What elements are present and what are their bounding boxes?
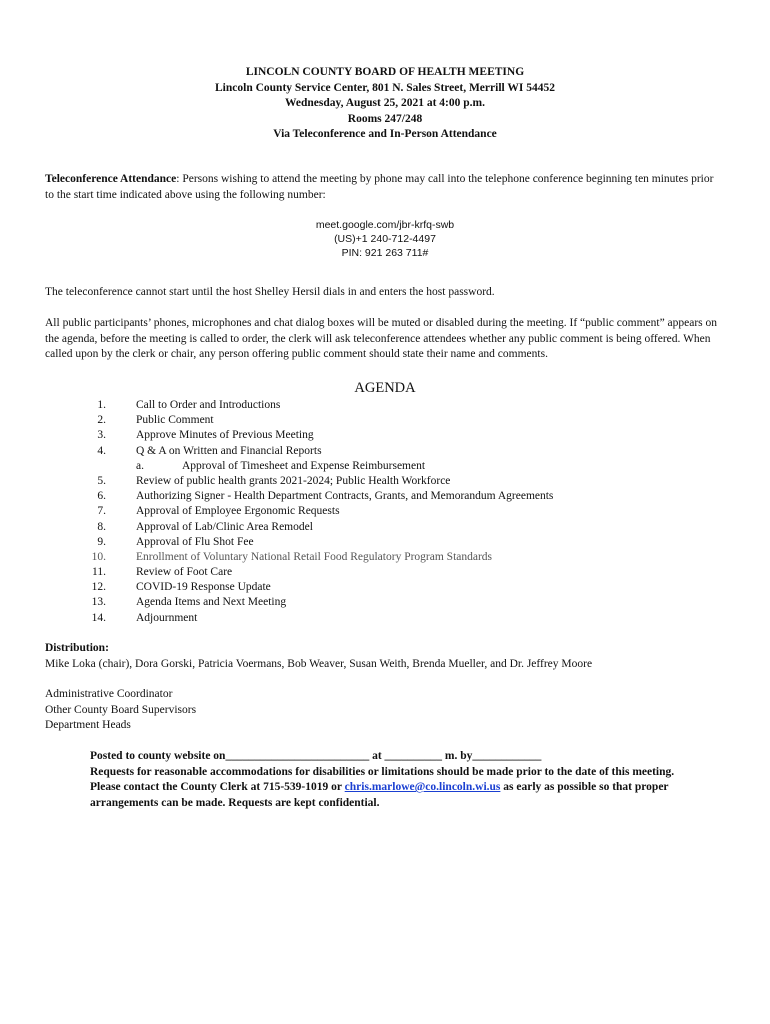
agenda-item-text: Authorizing Signer - Health Department Contracts, Grants, and Memorandum Agreements — [136, 490, 554, 503]
distribution-others — [45, 687, 725, 734]
agenda-item-text: Review of public health grants 2021-2024; Public Health Workforce — [136, 474, 451, 487]
distribution-section — [45, 641, 725, 672]
agenda-item — [0, 398, 770, 413]
teleconference-text: : Persons wishing to attend the meeting by phone may call into the telephone conference beginning ten minutes prior to the start time indicated above using the following number: — [45, 173, 714, 201]
agenda-item-number: 2. — [97, 414, 106, 427]
agenda-item-number: 4. — [97, 444, 106, 457]
agenda-item-text: Enrollment of Voluntary National Retail Food Regulatory Program Standards — [136, 550, 493, 563]
agenda-item-number: 5. — [97, 474, 106, 487]
request-text-b: as early as possible so that proper arrangements can be made. Requests are kept confidential. — [90, 781, 669, 809]
agenda-item-text: Call to Order and Introductions — [136, 399, 281, 411]
public-comment-note: All public participants’ phones, microphones and chat dialog boxes will be muted or disabled during the meeting. If “public comment” appears on the agenda, before the meeting is called to order, the clerk will ask teleconference attendees whether any public comment is being offered. When called upon by the clerk or chair, any person offering public comment should state their name and comments. — [45, 317, 718, 360]
agenda-item — [0, 580, 770, 595]
distribution-other-item: Administrative Coordinator — [45, 688, 173, 700]
meeting-header — [0, 65, 770, 143]
clerk-email-link[interactable]: chris.marlowe@co.lincoln.wi.us — [344, 781, 501, 793]
request-text-a: Requests for reasonable accommodations for disabilities or limitations should be made prior to the date of this meeting. Please contact the County Clerk at 715-539-1019 or — [90, 765, 675, 793]
agenda-item-text: Adjournment — [136, 611, 198, 624]
meeting-attendance-mode: Via Teleconference and In-Person Attendance — [273, 128, 497, 140]
accommodation-request — [90, 765, 690, 812]
agenda-item-number: 10. — [91, 550, 106, 563]
posting-notice — [90, 749, 690, 811]
distribution-label: Distribution: — [45, 642, 109, 654]
agenda-item — [0, 520, 770, 535]
meeting-location: Lincoln County Service Center, 801 N. Sales Street, Merrill WI 54452 — [215, 81, 555, 94]
distribution-other-item: Other County Board Supervisors — [45, 703, 197, 716]
phone-number: (US)+1 240-712-4497 — [334, 233, 436, 245]
teleconference-paragraph — [45, 172, 725, 203]
agenda-item — [0, 474, 770, 489]
dial-in-info — [0, 218, 770, 260]
agenda-item-number: 3. — [97, 429, 106, 442]
agenda-item-text: Public Comment — [136, 414, 214, 427]
agenda-item-number: 1. — [97, 399, 106, 411]
meeting-title: LINCOLN COUNTY BOARD OF HEALTH MEETING — [245, 66, 525, 78]
meeting-link: meet.google.com/jbr-krfq-swb — [315, 219, 455, 231]
agenda-item — [0, 535, 770, 550]
agenda-item — [0, 413, 770, 428]
agenda-item — [0, 489, 770, 504]
agenda-item-number: 11. — [92, 566, 106, 579]
agenda-list — [0, 398, 770, 626]
teleconference-label: Teleconference Attendance — [45, 173, 177, 185]
agenda-item-number: 12. — [91, 581, 106, 594]
agenda-item-number: 13. — [91, 596, 106, 609]
agenda-item — [0, 565, 770, 580]
agenda-item-number: 8. — [97, 520, 106, 533]
agenda-item-text: Agenda Items and Next Meeting — [136, 596, 287, 609]
agenda-item-number: 6. — [97, 490, 106, 503]
posted-line: Posted to county website on_________________________ at __________ m. by____________ — [90, 750, 542, 762]
agenda-item — [0, 611, 770, 626]
agenda-item-text: Approval of Employee Ergonomic Requests — [136, 505, 340, 518]
agenda-item-text: Approval of Timesheet and Expense Reimbursement — [182, 459, 426, 472]
distribution-other-item: Department Heads — [45, 719, 131, 731]
agenda-item-text: Approval of Flu Shot Fee — [136, 535, 254, 548]
agenda-item — [0, 428, 770, 443]
meeting-date: Wednesday, August 25, 2021 at 4:00 p.m. — [284, 97, 485, 109]
agenda-item-number: 14. — [91, 611, 106, 624]
agenda-item — [0, 504, 770, 519]
agenda-item-text: Q & A on Written and Financial Reports — [136, 444, 322, 457]
meeting-rooms: Rooms 247/248 — [347, 112, 423, 125]
agenda-item-number: 7. — [97, 505, 106, 518]
pin-number: PIN: 921 263 711# — [341, 247, 429, 259]
agenda-item-text: Approval of Lab/Clinic Area Remodel — [136, 520, 313, 533]
agenda-item-text: COVID-19 Response Update — [136, 581, 271, 594]
agenda-item-text: Approve Minutes of Previous Meeting — [136, 429, 314, 442]
agenda-item — [0, 550, 770, 565]
agenda-item — [0, 444, 770, 459]
agenda-heading: AGENDA — [354, 380, 416, 396]
agenda-item-number: 9. — [97, 535, 106, 548]
host-note: The teleconference cannot start until the host Shelley Hersil dials in and enters the host password. — [45, 286, 495, 298]
agenda-item-number: a. — [136, 459, 144, 472]
agenda-item — [0, 595, 770, 610]
agenda-item-text: Review of Foot Care — [136, 566, 233, 579]
distribution-members: Mike Loka (chair), Dora Gorski, Patricia Voermans, Bob Weaver, Susan Weith, Brenda Mueller, and Dr. Jeffrey Moore — [45, 657, 593, 670]
agenda-subitem — [0, 459, 770, 474]
